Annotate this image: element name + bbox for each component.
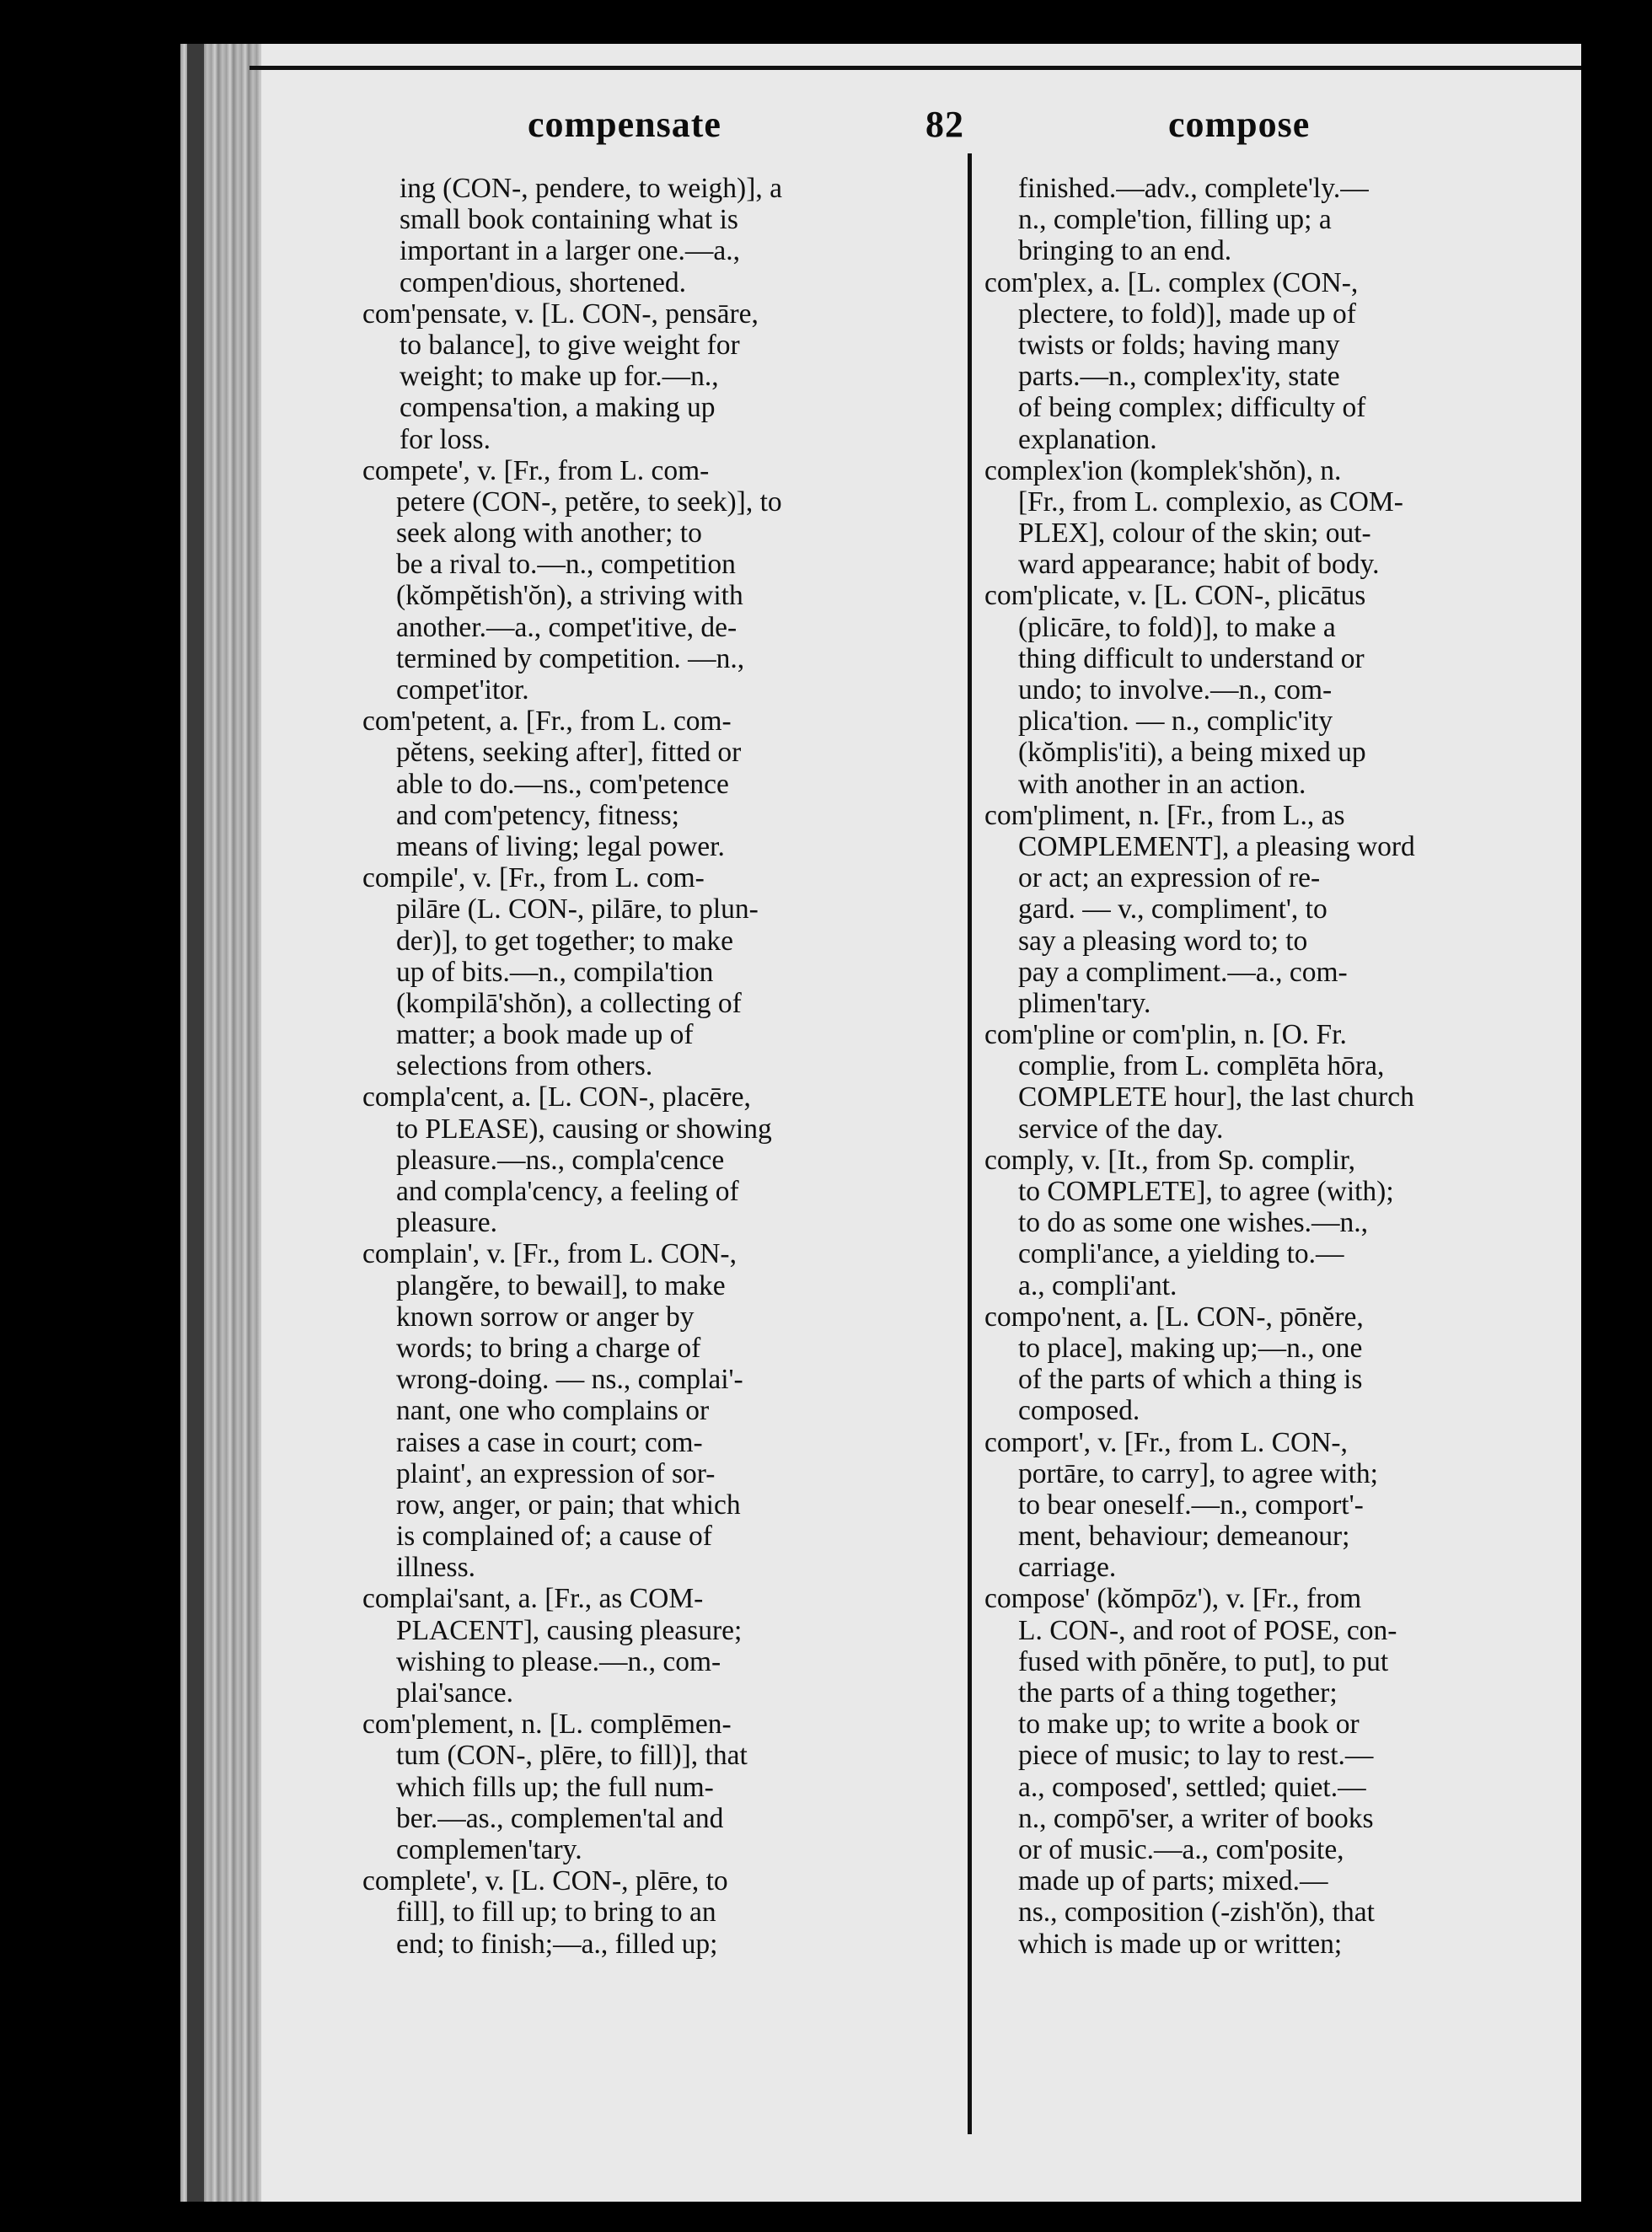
entry-line: service of the day. <box>1018 1113 1224 1145</box>
entry-line: able to do.—ns., com'petence <box>396 768 729 800</box>
entry-line: known sorrow or anger by <box>396 1301 695 1333</box>
entry-line: (kŏmplis'iti), a being mixed up <box>1018 737 1366 769</box>
entry-line: complie, from L. complēta hōra, <box>1018 1050 1385 1082</box>
entry-line: be a rival to.—n., competition <box>396 549 736 581</box>
entry-line: important in a larger one.—a., <box>400 235 741 267</box>
entry-line: piece of music; to lay to rest.— <box>1018 1740 1374 1772</box>
entry-line: pleasure. <box>396 1207 497 1239</box>
entry-line: compose' (kŏmpōz'), v. [Fr., from <box>984 1583 1362 1615</box>
entry-line: comport', v. [Fr., from L. CON-, <box>984 1426 1348 1458</box>
entry-line: plaint', an expression of sor- <box>396 1457 716 1489</box>
entry-line: raises a case in court; com- <box>396 1426 703 1458</box>
entry-line: nant, one who complains or <box>396 1395 710 1427</box>
entry-line: (plicāre, to fold)], to make a <box>1018 611 1336 643</box>
entry-line: thing difficult to understand or <box>1018 642 1365 674</box>
entry-line: weight; to make up for.—n., <box>400 361 719 393</box>
entry-line: tum (CON-, plēre, to fill)], that <box>396 1740 748 1772</box>
entry-line: which is made up or written; <box>1018 1928 1343 1960</box>
right-guide-word: compose <box>1168 104 1311 145</box>
entry-line: say a pleasing word to; to <box>1018 925 1308 957</box>
entry-line: wrong-doing. — ns., complai'- <box>396 1364 743 1396</box>
entry-line: pilāre (L. CON-, pilāre, to plun- <box>396 893 759 926</box>
entry-line: small book containing what is <box>400 204 738 236</box>
entry-line: PLACENT], causing pleasure; <box>396 1614 743 1646</box>
entry-line: explanation. <box>1018 423 1157 455</box>
header-rule <box>249 66 1581 70</box>
entry-line: (kompilā'shŏn), a collecting of <box>396 987 742 1019</box>
entry-line: of being complex; difficulty of <box>1018 392 1366 424</box>
entry-line: compla'cent, a. [L. CON-, placēre, <box>362 1081 751 1113</box>
entry-line: up of bits.—n., compila'tion <box>396 956 714 988</box>
entry-line: petere (CON-, petĕre, to seek)], to <box>396 486 782 518</box>
entry-line: portāre, to carry], to agree with; <box>1018 1457 1378 1489</box>
entry-line: complai'sant, a. [Fr., as COM- <box>362 1583 704 1615</box>
entry-line: to make up; to write a book or <box>1018 1709 1360 1741</box>
entry-line: complex'ion (komplek'shŏn), n. <box>984 454 1342 486</box>
column-divider <box>968 153 972 2134</box>
entry-line: ment, behaviour; demeanour; <box>1018 1521 1350 1553</box>
entry-line: comply, v. [It., from Sp. complir, <box>984 1144 1355 1176</box>
entry-line: which fills up; the full num- <box>396 1771 714 1803</box>
entry-line: com'pensate, v. [L. CON-, pensāre, <box>362 298 759 330</box>
entry-line: the parts of a thing together; <box>1018 1677 1338 1709</box>
entry-line: row, anger, or pain; that which <box>396 1489 741 1521</box>
entry-line: or act; an expression of re- <box>1018 862 1321 894</box>
entry-line: or of music.—a., com'posite, <box>1018 1833 1344 1865</box>
entry-line: compensa'tion, a making up <box>400 392 716 424</box>
entry-line: (kŏmpĕtish'ŏn), a striving with <box>396 580 743 612</box>
entry-line: a., compli'ant. <box>1018 1269 1177 1301</box>
entry-line: plectere, to fold)], made up of <box>1018 298 1356 330</box>
binding-shadow <box>187 44 204 2202</box>
entry-line: plai'sance. <box>396 1677 514 1709</box>
entry-line: seek along with another; to <box>396 518 702 550</box>
entry-line: fill], to fill up; to bring to an <box>396 1897 716 1929</box>
entry-line: compli'ance, a yielding to.— <box>1018 1238 1344 1270</box>
entry-line: com'plex, a. [L. complex (CON-, <box>984 266 1359 298</box>
entry-line: pleasure.—ns., compla'cence <box>396 1144 725 1176</box>
entry-line: a., composed', settled; quiet.— <box>1018 1771 1366 1803</box>
entry-line: means of living; legal power. <box>396 830 725 862</box>
entry-line: [Fr., from L. complexio, as COM- <box>1018 486 1403 518</box>
entry-line: com'plement, n. [L. complēmen- <box>362 1709 732 1741</box>
entry-line: pĕtens, seeking after], fitted or <box>396 737 742 769</box>
entry-line: gard. — v., compliment', to <box>1018 893 1328 926</box>
entry-line: plica'tion. — n., complic'ity <box>1018 706 1333 738</box>
entry-line: to place], making up;—n., one <box>1018 1332 1363 1364</box>
entry-line: parts.—n., complex'ity, state <box>1018 361 1340 393</box>
entry-line: bringing to an end. <box>1018 235 1232 267</box>
entry-line: compile', v. [Fr., from L. com- <box>362 862 705 894</box>
entry-line: ing (CON-, pendere, to weigh)], a <box>400 173 782 204</box>
entry-line: com'petent, a. [Fr., from L. com- <box>362 706 732 738</box>
entry-line: to PLEASE), causing or showing <box>396 1113 772 1145</box>
entry-line: carriage. <box>1018 1552 1117 1584</box>
entry-line: to COMPLETE], to agree (with); <box>1018 1176 1394 1207</box>
entry-line: wishing to please.—n., com- <box>396 1645 721 1677</box>
entry-line: with another in an action. <box>1018 768 1306 800</box>
entry-line: com'pliment, n. [Fr., from L., as <box>984 799 1345 831</box>
entry-line: der)], to get together; to make <box>396 925 733 957</box>
entry-line: com'pline or com'plin, n. [O. Fr. <box>984 1019 1347 1051</box>
entry-line: composed. <box>1018 1395 1140 1427</box>
right-column <box>984 173 1566 1960</box>
entry-line: twists or folds; having many <box>1018 329 1340 361</box>
entry-line: compete', v. [Fr., from L. com- <box>362 454 710 486</box>
entry-line: compet'itor. <box>396 674 529 706</box>
entry-line: made up of parts; mixed.— <box>1018 1865 1328 1897</box>
entry-line: termined by competition. —n., <box>396 642 745 674</box>
left-guide-word: compensate <box>528 104 721 145</box>
entry-line: and com'petency, fitness; <box>396 799 679 831</box>
entry-line: and compla'cency, a feeling of <box>396 1176 739 1207</box>
entry-line: plimen'tary. <box>1018 987 1151 1019</box>
entry-line: COMPLEMENT], a pleasing word <box>1018 830 1415 862</box>
entry-line: L. CON-, and root of POSE, con- <box>1018 1614 1397 1646</box>
entry-line: pay a compliment.—a., com- <box>1018 956 1348 988</box>
entry-line: ward appearance; habit of body. <box>1018 549 1380 581</box>
entry-line: compen'dious, shortened. <box>400 266 687 298</box>
entry-line: undo; to involve.—n., com- <box>1018 674 1333 706</box>
entry-line: end; to finish;—a., filled up; <box>396 1928 718 1960</box>
entry-line: matter; a book made up of <box>396 1019 694 1051</box>
entry-line: to do as some one wishes.—n., <box>1018 1207 1368 1239</box>
page-number: 82 <box>925 104 964 145</box>
entry-line: is complained of; a cause of <box>396 1521 712 1553</box>
entry-line: ber.—as., complemen'tal and <box>396 1802 724 1834</box>
entry-line: illness. <box>396 1552 475 1584</box>
entry-line: words; to bring a charge of <box>396 1332 701 1364</box>
entry-line: another.—a., compet'itive, de- <box>396 611 738 643</box>
entry-line: fused with pōnĕre, to put], to put <box>1018 1645 1389 1677</box>
entry-line: com'plicate, v. [L. CON-, plicātus <box>984 580 1366 612</box>
entry-line: ns., composition (-zish'ŏn), that <box>1018 1897 1375 1929</box>
entry-line: n., compō'ser, a writer of books <box>1018 1802 1374 1834</box>
entry-line: to balance], to give weight for <box>400 329 740 361</box>
entry-line: for loss. <box>400 423 491 455</box>
entry-line: of the parts of which a thing is <box>1018 1364 1363 1396</box>
entry-line: complain', v. [Fr., from L. CON-, <box>362 1238 737 1270</box>
entry-line: COMPLETE hour], the last church <box>1018 1081 1414 1113</box>
entry-line: PLEX], colour of the skin; out- <box>1018 518 1371 550</box>
entry-line: to bear oneself.—n., comport'- <box>1018 1489 1364 1521</box>
entry-line: finished.—adv., complete'ly.— <box>1018 173 1369 204</box>
entry-line: complemen'tary. <box>396 1833 582 1865</box>
entry-line: n., comple'tion, filling up; a <box>1018 204 1332 236</box>
left-column <box>362 173 952 1960</box>
entry-line: compo'nent, a. [L. CON-, pōnĕre, <box>984 1301 1364 1333</box>
entry-line: plangĕre, to bewail], to make <box>396 1269 726 1301</box>
entry-line: selections from others. <box>396 1050 653 1082</box>
entry-line: complete', v. [L. CON-, plēre, to <box>362 1865 728 1897</box>
